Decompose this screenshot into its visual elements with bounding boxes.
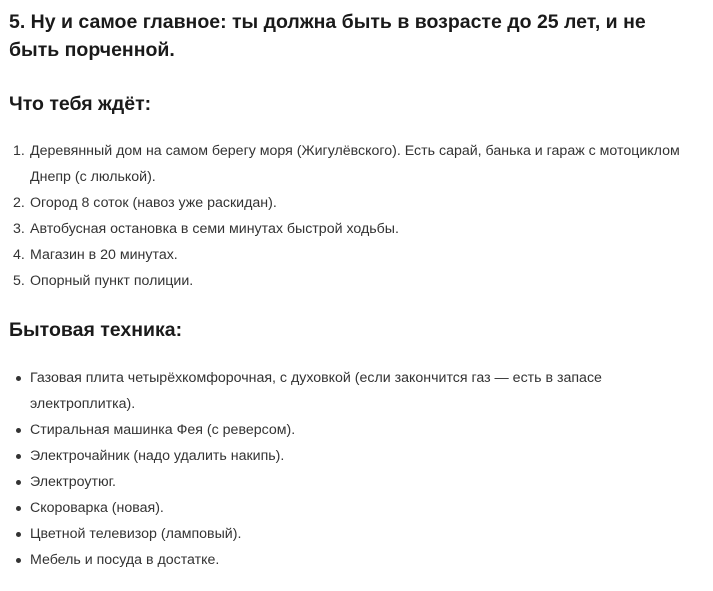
bullet-icon — [16, 532, 21, 537]
list-item-text: Скороварка (новая). — [30, 500, 164, 516]
bullet-icon — [16, 454, 21, 459]
list-item — [9, 417, 709, 443]
what-awaits-list — [9, 138, 709, 294]
list-number: 2. — [13, 195, 25, 211]
list-item-text: Опорный пункт полиции. — [30, 273, 194, 289]
list-item-text: Стиральная машинка Фея (с реверсом). — [30, 422, 296, 438]
list-item — [9, 521, 709, 547]
list-number: 1. — [13, 143, 25, 159]
list-item — [9, 469, 709, 495]
list-item-text: Деревянный дом на самом берегу моря (Жигулёвского). Есть сарай, банька и гараж с мотоциклом Днепр (с люлькой). — [30, 143, 680, 185]
bullet-icon — [16, 376, 21, 381]
appliances-list — [9, 365, 709, 573]
condition-heading: 5. Ну и самое главное: ты должна быть в возрасте до 25 лет, и не быть порченной. — [9, 11, 646, 61]
list-item-text: Электрочайник (надо удалить накипь). — [30, 448, 285, 464]
bullet-icon — [16, 506, 21, 511]
list-item — [9, 365, 709, 417]
list-item-text: Электроутюг. — [30, 474, 116, 490]
appliances-heading: Бытовая техника: — [9, 319, 183, 341]
bullet-icon — [16, 480, 21, 485]
list-item — [9, 547, 709, 573]
list-item-text: Цветной телевизор (ламповый). — [30, 526, 242, 542]
list-item — [9, 242, 709, 268]
list-item-text: Магазин в 20 минутах. — [30, 247, 178, 263]
list-number: 5. — [13, 273, 25, 289]
list-item — [9, 190, 709, 216]
list-number: 4. — [13, 247, 25, 263]
what-awaits-heading: Что тебя ждёт: — [9, 93, 152, 115]
bullet-icon — [16, 558, 21, 563]
list-item-text: Автобусная остановка в семи минутах быстрой ходьбы. — [30, 221, 399, 237]
list-number: 3. — [13, 221, 25, 237]
list-item-text: Газовая плита четырёхкомфорочная, с духовкой (если закончится газ — есть в запасе электроплитка). — [30, 370, 602, 412]
list-item-text: Огород 8 соток (навоз уже раскидан). — [30, 195, 277, 211]
list-item — [9, 216, 709, 242]
bullet-icon — [16, 428, 21, 433]
list-item — [9, 443, 709, 469]
list-item — [9, 138, 709, 190]
list-item — [9, 495, 709, 521]
list-item — [9, 268, 709, 294]
list-item-text: Мебель и посуда в достатке. — [30, 552, 220, 568]
